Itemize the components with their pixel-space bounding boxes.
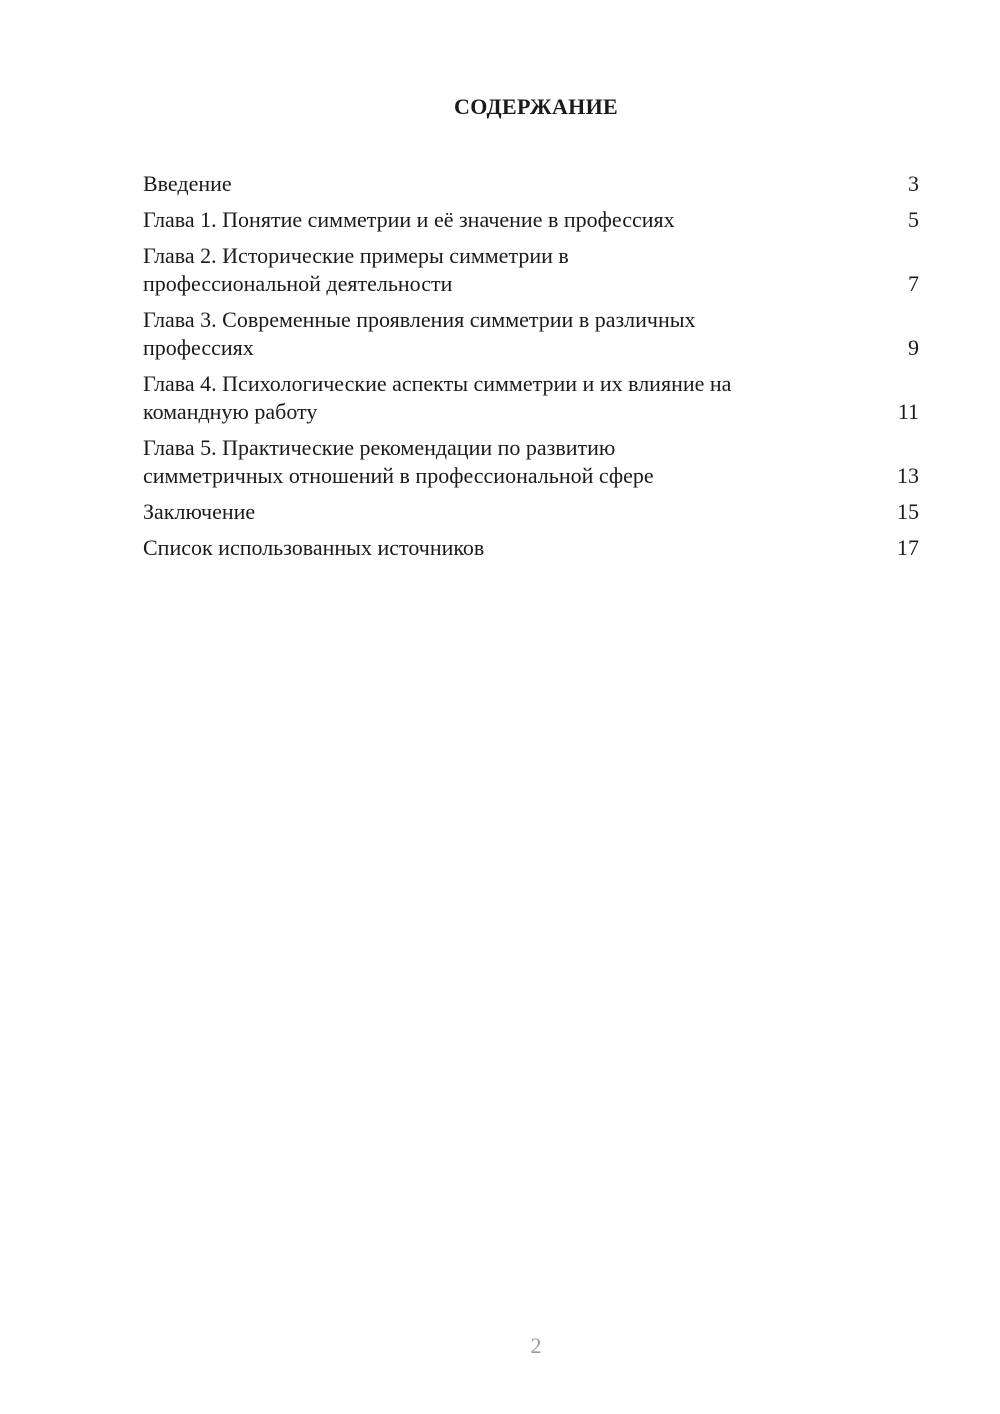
toc-title: СОДЕРЖАНИЕ: [454, 94, 618, 119]
toc-entry-chapter-5: [143, 434, 919, 490]
toc-page-number: 5: [908, 207, 919, 232]
toc-entry-line: Глава 2. Исторические примеры симметрии в: [143, 243, 569, 268]
toc-page-number: 15: [897, 499, 919, 524]
toc-entry-line: командную работу: [143, 399, 318, 424]
toc-page-number: 7: [908, 271, 919, 296]
toc-entry-text: [143, 434, 833, 490]
toc-entry-text: [143, 534, 833, 562]
toc-entry-chapter-3: [143, 306, 919, 362]
toc-entry-line: профессиональной деятельности: [143, 271, 453, 296]
toc-entry-chapter-1: [143, 206, 919, 234]
toc-entry-introduction: [143, 170, 919, 198]
toc-entry-line: Введение: [143, 171, 232, 196]
toc-page-number: 3: [908, 171, 919, 196]
toc-entry-text: [143, 170, 833, 198]
toc-entry-references: [143, 534, 919, 562]
toc-entry-line: симметричных отношений в профессиональной сфере: [143, 463, 654, 488]
toc-entry-chapter-2: [143, 242, 919, 298]
toc-entry-line: Глава 5. Практические рекомендации по развитию: [143, 435, 616, 460]
toc-page-number: 9: [908, 335, 919, 360]
toc-entry-line: Список использованных источников: [143, 535, 485, 560]
toc-page-number: 17: [897, 535, 919, 560]
toc-entry-chapter-4: [143, 370, 919, 426]
page-number: 2: [530, 1333, 542, 1358]
toc-entry-line: Глава 1. Понятие симметрии и её значение в профессиях: [143, 207, 675, 232]
toc-entry-conclusion: [143, 498, 919, 526]
table-of-contents: [143, 170, 919, 570]
toc-page-number: 11: [897, 399, 919, 424]
toc-entry-line: профессиях: [143, 335, 254, 360]
toc-entry-text: [143, 242, 833, 298]
toc-entry-text: [143, 306, 833, 362]
toc-page-number: 13: [897, 463, 919, 488]
toc-entry-line: Заключение: [143, 499, 256, 524]
toc-entry-text: [143, 498, 833, 526]
toc-entry-line: Глава 3. Современные проявления симметрии в различных: [143, 307, 696, 332]
toc-entry-text: [143, 206, 833, 234]
toc-entry-line: Глава 4. Психологические аспекты симметрии и их влияние на: [143, 371, 732, 396]
toc-entry-text: [143, 370, 833, 426]
